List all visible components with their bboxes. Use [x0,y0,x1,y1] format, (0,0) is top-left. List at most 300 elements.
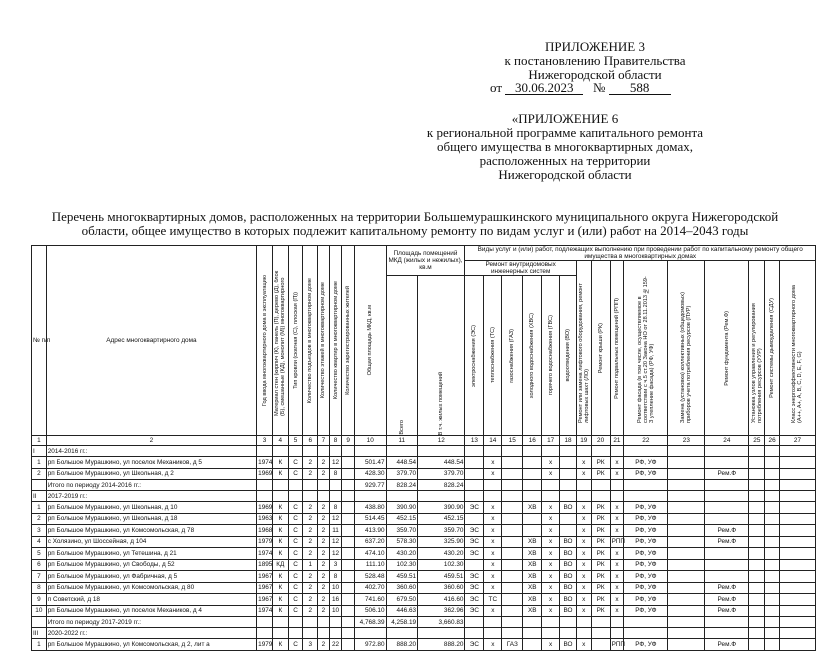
cell-res: 362.96 [418,605,465,617]
cell-reg [342,513,355,525]
cell-cls [779,457,815,469]
cell-addr: рп Большое Мурашкино, ул Тетешина, д 21 [46,548,256,560]
period-total-label: Итого по периоду 2014-2016 гг.: [46,480,256,491]
col-year-header: Год ввода многоквартирного дома в эксплуатацию [257,246,273,436]
cell-gvs: х [542,639,560,651]
cell-lo: х [576,468,591,480]
cell-vo [560,513,577,525]
col-foundation-header: Ремонт фундамента (Рем.Ф) [705,261,749,436]
table-row [32,525,816,537]
cell-mat: К [272,594,288,606]
cell-ent: 2 [303,571,318,583]
cell-fl: 2 [318,525,330,537]
cell-apt: 11 [329,525,342,537]
period-total-row [32,480,816,491]
cell-cls [779,536,815,548]
cell-sdu [765,559,780,571]
cell-rf: РФ, УФ [624,594,668,606]
table-row [32,594,816,606]
table-row [32,468,816,480]
cell-prem: 430.20 [386,548,418,560]
empty-cell [523,480,542,491]
empty-cell [624,491,668,502]
cell-rf: РФ, УФ [624,582,668,594]
cell-uur [749,502,765,514]
cell-hvs: ХВ [523,502,542,514]
cell-remf: Рем.Ф [705,536,749,548]
col-roof-header: Тип кровли (скатная (С), плоская (П)) [288,246,303,436]
empty-cell [257,446,273,457]
empty-cell [749,628,765,639]
cell-remf: Рем.Ф [705,639,749,651]
col-gas-header: газоснабжения (ГАЗ) [502,276,523,436]
cell-hvs: ХВ [523,548,542,560]
cell-total: 741.60 [354,594,386,606]
cell-fl: 2 [318,502,330,514]
cell-vo [560,468,577,480]
period-total-label: Итого по периоду 2017-2019 гг.: [46,617,256,628]
cell-pur [668,582,705,594]
cell-ts: х [484,559,502,571]
cell-prem: 448.54 [386,457,418,469]
cell-sdu [765,605,780,617]
empty-cell [484,617,502,628]
empty-cell [624,446,668,457]
empty-cell [272,446,288,457]
cell-es: ЭС [465,536,484,548]
cell-prem: 578.30 [386,536,418,548]
cell-rpp: х [610,502,624,514]
cell-fl: 2 [318,548,330,560]
cell-gvs: х [542,468,560,480]
empty-cell [288,491,303,502]
empty-cell [749,446,765,457]
cell-sdu [765,571,780,583]
empty-cell [303,628,318,639]
empty-cell [288,480,303,491]
cell-roof: С [288,571,303,583]
cell-total: 474.10 [354,548,386,560]
empty-cell [668,480,705,491]
cell-rpp: х [610,457,624,469]
empty-cell [342,628,355,639]
cell-rf: РФ, УФ [624,639,668,651]
cell-fl: 2 [318,457,330,469]
cell-fl: 2 [318,639,330,651]
cell-fl: 2 [318,594,330,606]
cell-lo: х [576,513,591,525]
cell-mat: К [272,605,288,617]
empty-cell [591,491,610,502]
cell-ts: ТС [484,594,502,606]
empty-cell [560,617,577,628]
cell-gvs: х [542,582,560,594]
cell-gvs: х [542,548,560,560]
cell-year: 1967 [257,582,273,594]
doc-title-line2: области, общее имущество в которых подлежит капитальному ремонту по видам услуг и (или) работ на 2014–2043 годы [81,223,749,238]
empty-cell [318,491,330,502]
cell-sdu [765,582,780,594]
cell-addr: рп Большое Мурашкино, ул Комсомольская, д 80 [46,582,256,594]
col-floors-header: Количество этажей в многоквартирном доме [318,246,330,436]
cell-res: 448.54 [418,457,465,469]
table-row [32,559,816,571]
cell-reg [342,559,355,571]
cell-rk: РК [591,559,610,571]
cell-gaz [502,559,523,571]
table-row [32,582,816,594]
cell-ent: 3 [303,639,318,651]
cell-gvs: х [542,594,560,606]
cell-vo [560,525,577,537]
cell-es [465,559,484,571]
cell-fl: 2 [318,582,330,594]
cell-gvs: х [542,559,560,571]
empty-cell [303,480,318,491]
col-no-header: № п/п [32,246,47,436]
appendix6-line1: к региональной программе капитального ремонта [426,125,704,140]
cell-cls [779,639,815,651]
cell-remf [705,513,749,525]
period-total-prem: 4,258.19 [386,617,418,628]
empty-cell [560,480,577,491]
cell-mat: К [272,525,288,537]
column-number-cell: 10 [354,436,386,446]
empty-cell [288,446,303,457]
empty-cell [484,480,502,491]
cell-vo: ВО [560,502,577,514]
cell-hvs [523,468,542,480]
cell-cls [779,571,815,583]
cell-reg [342,594,355,606]
empty-cell [542,480,560,491]
col-energy-class-header: Класс энергоэффективности многоквартирного дома (A++, A+, A, B, C, D, E, F, G) [779,261,815,436]
cell-rk: РК [591,502,610,514]
cell-reg [342,639,355,651]
empty-cell [591,446,610,457]
cell-no: 7 [32,571,47,583]
empty-cell [318,628,330,639]
cell-cls [779,582,815,594]
empty-cell [318,617,330,628]
empty-cell [257,491,273,502]
empty-cell [32,617,47,628]
cell-ent: 2 [303,594,318,606]
column-number-cell: 2 [46,436,256,446]
cell-rpp: х [610,513,624,525]
empty-cell [610,617,624,628]
column-number-cell: 21 [610,436,624,446]
period-total-prem: 828.24 [386,480,418,491]
cell-roof: С [288,525,303,537]
empty-cell [418,446,465,457]
cell-lo: х [576,559,591,571]
decree-date-line [490,80,671,96]
cell-year: 1974 [257,548,273,560]
cell-cls [779,559,815,571]
empty-cell [765,628,780,639]
cell-es: ЭС [465,582,484,594]
cell-vo: ВО [560,536,577,548]
column-number-cell: 6 [303,436,318,446]
cell-no: 2 [32,513,47,525]
period-total-total: 929.77 [354,480,386,491]
cell-no: 4 [32,536,47,548]
cell-pur [668,536,705,548]
table-row [32,536,816,548]
cell-mat: К [272,536,288,548]
col-material-header: Материал стен (кирпич (К), панель (П), дерево (Д), блок (Б), смешанные (КД), монолит (М)) многоквартирного [272,246,288,436]
empty-cell [576,617,591,628]
empty-cell [354,491,386,502]
cell-ent: 2 [303,536,318,548]
column-number-cell: 9 [342,436,355,446]
empty-cell [386,491,418,502]
cell-lo: х [576,457,591,469]
cell-roof: С [288,468,303,480]
column-number-cell: 27 [779,436,815,446]
cell-prem: 888.20 [386,639,418,651]
cell-cls [779,468,815,480]
empty-cell [303,491,318,502]
cell-mat: К [272,513,288,525]
cell-vo: ВО [560,639,577,651]
empty-cell [624,617,668,628]
cell-rpp: РПП [610,536,624,548]
col-total-area-header: Общая площадь МКД, кв.м [354,246,386,436]
cell-year: 1969 [257,502,273,514]
cell-remf: Рем.Ф [705,525,749,537]
cell-uur [749,513,765,525]
cell-reg [342,525,355,537]
period-roman-cell: III [32,628,47,639]
cell-gaz: ГАЗ [502,639,523,651]
cell-no: 1 [32,639,47,651]
cell-year: 1895 [257,559,273,571]
cell-roof: С [288,457,303,469]
cell-hvs: ХВ [523,594,542,606]
empty-cell [329,628,342,639]
col-heat-header: теплоснабжения (ТС) [484,276,502,436]
cell-rk: РК [591,571,610,583]
empty-cell [465,628,484,639]
empty-cell [765,446,780,457]
cell-pur [668,571,705,583]
empty-cell [465,617,484,628]
cell-pur [668,502,705,514]
cell-fl: 2 [318,513,330,525]
cell-es: ЭС [465,594,484,606]
cell-apt: 8 [329,571,342,583]
table-row [32,513,816,525]
period-total-res: 3,660.83 [418,617,465,628]
column-number-cell: 8 [329,436,342,446]
col-basement-header: Ремонт подвальных помещений (РПП) [610,261,624,436]
cell-es: ЭС [465,639,484,651]
col-facade-header: Ремонт фасада (в том числе, осуществляемое в соответствии с ч.5 ст.20 Закона НО от 28.11.2013 №159-З утепление фасада) (РФ, УФ) [624,261,668,436]
empty-cell [705,617,749,628]
appendix6-line3: расположенных на территории [479,153,651,168]
cell-rf: РФ, УФ [624,548,668,560]
empty-cell [465,491,484,502]
appendix6-line4: Нижегородской области [498,167,632,182]
empty-cell [329,480,342,491]
cell-ts: х [484,639,502,651]
empty-cell [502,491,523,502]
empty-cell [560,491,577,502]
cell-es: ЭС [465,605,484,617]
empty-cell [560,628,577,639]
cell-hvs [523,457,542,469]
cell-vo: ВО [560,582,577,594]
cell-gaz [502,536,523,548]
column-number-cell: 15 [502,436,523,446]
cell-addr: с Холязино, ул Шоссейная, д 104 [46,536,256,548]
cell-year: 1967 [257,571,273,583]
cell-fl: 2 [318,536,330,548]
cell-apt: 12 [329,457,342,469]
period-total-total: 4,768.39 [354,617,386,628]
cell-uur [749,548,765,560]
cell-remf [705,502,749,514]
cell-no: 3 [32,525,47,537]
empty-cell [523,617,542,628]
col-premises-area-header: Площадь помещений МКД (жилых и нежилых), кв.м [386,246,465,276]
cell-reg [342,536,355,548]
empty-cell [705,628,749,639]
period-group-row [32,491,816,502]
cell-no: 6 [32,559,47,571]
cell-gaz [502,513,523,525]
empty-cell [329,617,342,628]
cell-rpp: х [610,559,624,571]
col-premises-total-header: Всего [386,276,418,436]
empty-cell [484,446,502,457]
empty-cell [749,617,765,628]
cell-ts: х [484,605,502,617]
cell-hvs [523,513,542,525]
cell-gaz [502,582,523,594]
cell-no: 1 [32,457,47,469]
cell-rpp: х [610,582,624,594]
cell-ent: 2 [303,525,318,537]
cell-ent: 2 [303,468,318,480]
cell-rk: РК [591,468,610,480]
column-number-cell: 24 [705,436,749,446]
cell-lo: х [576,571,591,583]
systems-group-header: Ремонт внутридомовых инженерных систем [465,261,576,276]
cell-no: 9 [32,594,47,606]
cell-rk: РК [591,457,610,469]
empty-cell [591,628,610,639]
cell-uur [749,536,765,548]
period-group-row [32,628,816,639]
cell-gaz [502,548,523,560]
cell-rf: РФ, УФ [624,468,668,480]
cell-lo: х [576,525,591,537]
decree-number: 588 [609,81,671,95]
empty-cell [668,628,705,639]
cell-hvs: ХВ [523,571,542,583]
cell-total: 528.48 [354,571,386,583]
cell-ent: 2 [303,457,318,469]
cell-pur [668,605,705,617]
cell-res: 888.20 [418,639,465,651]
cell-prem: 459.51 [386,571,418,583]
cell-gvs: х [542,525,560,537]
empty-cell [610,446,624,457]
cell-pur [668,594,705,606]
cell-rk: РК [591,525,610,537]
cell-ts: х [484,502,502,514]
cell-apt: 3 [329,559,342,571]
cell-vo: ВО [560,571,577,583]
cell-roof: С [288,502,303,514]
cell-year: 1974 [257,457,273,469]
empty-cell [523,446,542,457]
cell-year: 1979 [257,639,273,651]
cell-res: 459.51 [418,571,465,583]
cell-lo: х [576,605,591,617]
column-number-cell: 5 [288,436,303,446]
column-number-cell: 26 [765,436,780,446]
cell-roof: С [288,582,303,594]
cell-mat: К [272,548,288,560]
cell-sdu [765,594,780,606]
cell-prem: 446.63 [386,605,418,617]
empty-cell [576,480,591,491]
empty-cell [418,491,465,502]
cell-mat: К [272,457,288,469]
cell-sdu [765,536,780,548]
cell-rpp: РПП [610,639,624,651]
period-label-cell: 2020-2022 гг.: [46,628,256,639]
col-hot-water-header: горячего водоснабжения (ГВС) [542,276,560,436]
empty-cell [257,617,273,628]
table-row [32,571,816,583]
cell-res: 325.90 [418,536,465,548]
cell-res: 390.90 [418,502,465,514]
empty-cell [749,491,765,502]
cell-reg [342,457,355,469]
cell-uur [749,457,765,469]
cell-ts: х [484,513,502,525]
cell-ts: х [484,525,502,537]
cell-es: ЭС [465,502,484,514]
cell-cls [779,605,815,617]
cell-uur [749,605,765,617]
cell-es [465,457,484,469]
column-number-cell: 13 [465,436,484,446]
period-total-row [32,617,816,628]
col-entrances-header: Количество подъездов в многоквартирном доме [303,246,318,436]
cell-rk [591,639,610,651]
empty-cell [318,446,330,457]
empty-cell [342,617,355,628]
empty-cell [288,617,303,628]
cell-es [465,513,484,525]
cell-vo: ВО [560,559,577,571]
empty-cell [779,491,815,502]
cell-cls [779,594,815,606]
cell-pur [668,548,705,560]
cell-gvs: х [542,571,560,583]
empty-cell [502,628,523,639]
period-label-cell: 2017-2019 гг.: [46,491,256,502]
cell-apt: 10 [329,605,342,617]
cell-lo: х [576,582,591,594]
cell-mat: К [272,571,288,583]
